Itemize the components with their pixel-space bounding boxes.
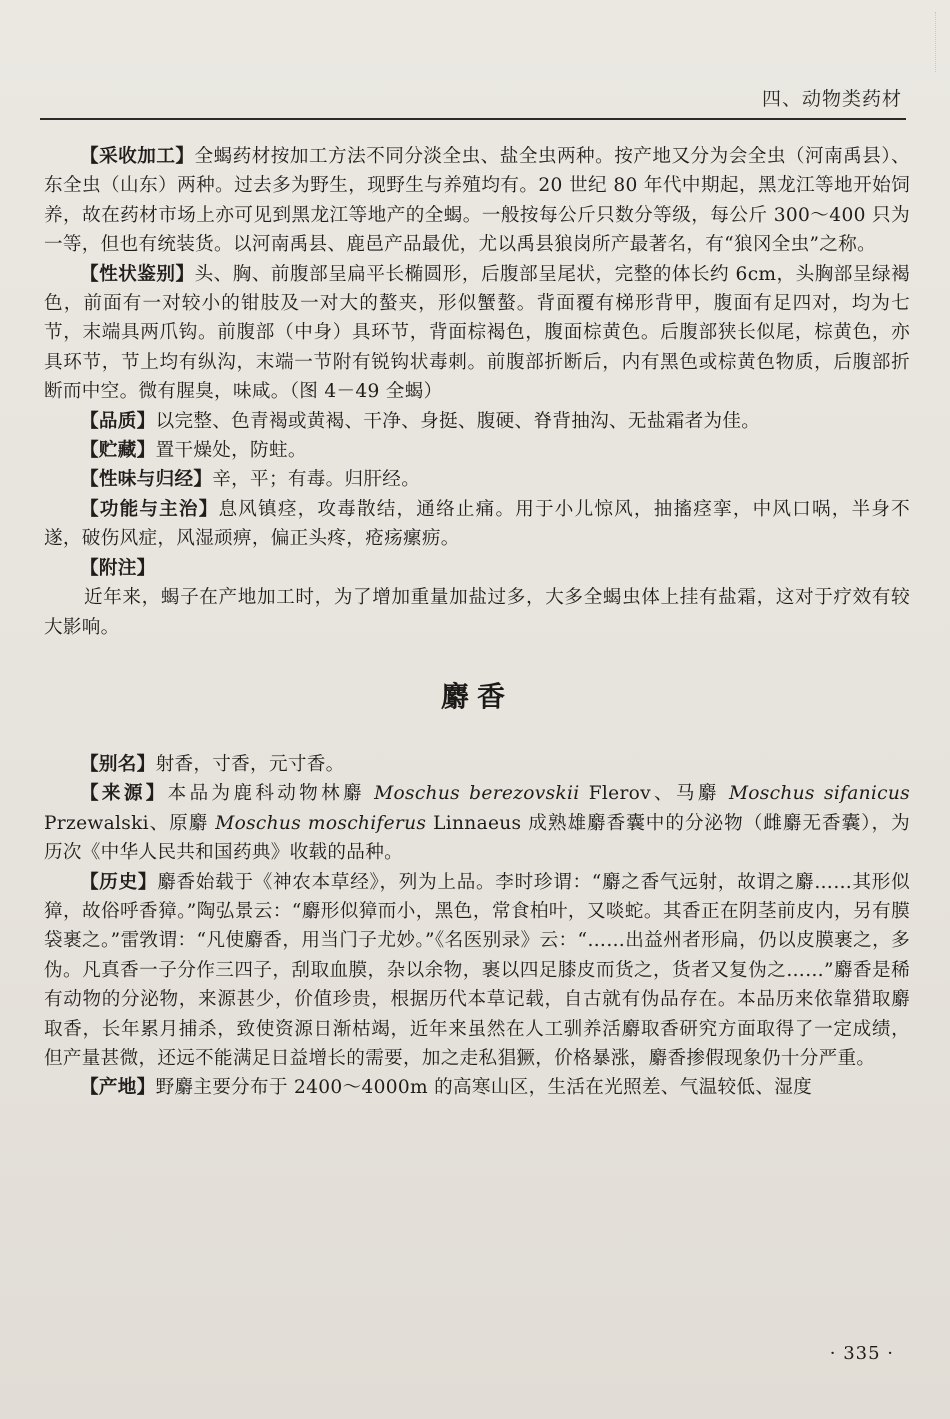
paragraph-text: 本品为鹿科动物林麝: [167, 783, 375, 805]
paragraph-storage: [44, 436, 910, 465]
page-edge-mark: [925, 12, 936, 72]
latin-name: Moschus berezovskii: [374, 783, 580, 805]
paragraph-text: 辛，平；有毒。归肝经。: [212, 469, 421, 491]
section-label: 【功能与主治】: [80, 498, 219, 520]
paragraph-text: 射香，寸香，元寸香。: [155, 753, 345, 775]
paragraph-note-heading: [44, 554, 910, 583]
latin-name: Moschus moschiferus: [215, 812, 427, 834]
paragraph-text: Linnaeus 成熟雄麝香囊中的分泌物（雌麝无香囊），为历次《中华人民共和国药典》收载的品种。: [44, 812, 910, 864]
paragraph-text: 麝香始载于《神农本草经》，列为上品。李时珍谓：“麝之香气远射，故谓之麝……其形似獐，故俗呼香獐。”陶弘景云：“麝形似獐而小，黑色，常食柏叶，又啖蛇。其香正在阴茎前皮内，另有膜袋裹之。”雷敩谓：“凡使麝香，用当门子尤妙。”《名医别录》云：“……出益州者形扁，仍以皮膜裹之，多伪。凡真香一子分作三四子，刮取血膜，杂以余物，裹以四足膝皮而货之，货者又复伪之……”麝香是稀有动物的分泌物，来源甚少，价值珍贵，根据历代本草记载，自古就有伪品存在。本品历来依靠猎取麝取香，长年累月捕杀，致使资源日渐枯竭，近年来虽然在人工驯养活麝取香研究方面取得了一定成绩，但产量甚微，还远不能满足日益增长的需要，加之走私猖獗，价格暴涨，麝香掺假现象仍十分严重。: [44, 871, 910, 1069]
paragraph-text: 息风镇痉，攻毒散结，通络止痛。用于小儿惊风，抽搐痉挛，中风口㖞，半身不遂，破伤风症，风湿顽痹，偏正头疼，疮疡瘰疬。: [44, 498, 910, 550]
paragraph-history: [44, 868, 910, 1074]
running-header-title: 四、动物类药材: [761, 88, 902, 110]
paragraph-nature-meridian: [44, 465, 910, 494]
paragraph-function-indication: [44, 495, 910, 554]
paragraph-text: Flerov、马麝: [579, 783, 729, 805]
paragraph-text: 野麝主要分布于 2400～4000m 的高寒山区，生活在光照差、气温较低、湿度: [155, 1077, 812, 1099]
paragraph-source: [44, 779, 910, 867]
section-label: 【性味与归经】: [80, 469, 213, 491]
paragraph-text: 全蝎药材按加工方法不同分淡全虫、盐全虫两种。按产地又分为会全虫（河南禹县）、东全虫（山东）两种。过去多为野生，现野生与养殖均有。20 世纪 80 年代中期起，黑龙江等地开始饲养，故在药材市场上亦可见到黑龙江等地产的全蝎。一般按每公斤只数分等级，每公斤 300～400 只为一等，但也有统装货。以河南禹县、鹿邑产品最优，尤以禹县狼岗所产最著名，有“狼冈全虫”之称。: [44, 146, 910, 256]
running-header: [40, 78, 906, 120]
paragraph-text: 近年来，蝎子在产地加工时，为了增加重量加盐过多，大多全蝎虫体上挂有盐霜，这对于疗效有较大影响。: [44, 587, 910, 638]
section-label: 【别名】: [80, 753, 156, 775]
paragraph-origin: [44, 1073, 910, 1102]
section-label: 【品质】: [80, 410, 156, 432]
paragraph-text: 置干燥处，防蛀。: [155, 440, 307, 462]
page-body: [44, 142, 910, 1103]
section-label: 【采收加工】: [80, 146, 195, 167]
paragraph-quality: [44, 407, 910, 436]
latin-name: Moschus sifanicus: [728, 783, 910, 805]
paragraph-morphology: [44, 260, 910, 407]
section-label: 【历史】: [80, 871, 158, 893]
page-number: · 335 ·: [829, 1343, 894, 1364]
paragraph-harvest-processing: [44, 142, 910, 260]
paragraph-text: Przewalski、原麝: [44, 812, 216, 834]
section-label: 【贮藏】: [80, 440, 156, 462]
section-label: 【性状鉴别】: [80, 263, 195, 285]
paragraph-alias: [44, 750, 910, 779]
paragraph-text: 头、胸、前腹部呈扁平长椭圆形，后腹部呈尾状，完整的体长约 6cm，头胸部呈绿褐色，前面有一对较小的钳肢及一对大的螯夹，形似蟹螯。背面覆有梯形背甲，腹面有足四对，均为七节，末端具两爪钩。前腹部（中身）具环节，背面棕褐色，腹面棕黄色。后腹部狭长似尾，棕黄色，亦具环节，节上均有纵沟，末端一节附有锐钩状毒刺。前腹部折断后，内有黑色或棕黄色物质，后腹部折断而中空。微有腥臭，味咸。（图 4－49 全蝎）: [44, 263, 910, 403]
paragraph-text: 以完整、色青褐或黄褐、干净、身挺、腹硬、脊背抽沟、无盐霜者为佳。: [155, 410, 761, 432]
paragraph-note-body: [44, 583, 910, 642]
section-label: 【产地】: [80, 1077, 156, 1099]
section-label: 【附注】: [80, 557, 156, 579]
section-label: 【来源】: [80, 783, 168, 805]
section-title-shexiang: 麝香: [440, 679, 513, 713]
